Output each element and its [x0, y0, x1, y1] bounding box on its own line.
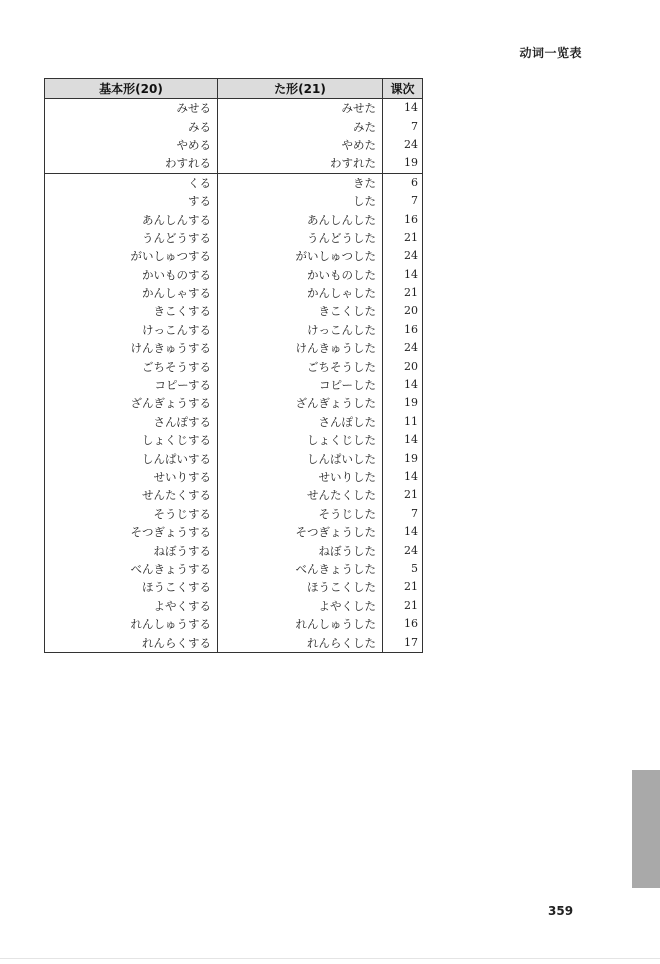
base-form-cell: ほうこくする	[45, 578, 218, 596]
lesson-cell: 7	[383, 117, 423, 135]
base-form-cell: せんたくする	[45, 486, 218, 504]
lesson-cell: 14	[383, 376, 423, 394]
ta-form-cell: ねぼうした	[218, 541, 383, 559]
header-base-form: 基本形(20)	[45, 79, 218, 99]
lesson-cell: 14	[383, 468, 423, 486]
base-form-cell: する	[45, 192, 218, 210]
base-form-cell: くる	[45, 173, 218, 192]
base-form-cell: れんらくする	[45, 633, 218, 652]
table-row	[45, 247, 423, 265]
ta-form-cell: さんぽした	[218, 413, 383, 431]
base-form-cell: しんぱいする	[45, 449, 218, 467]
base-form-cell: うんどうする	[45, 229, 218, 247]
lesson-cell: 14	[383, 431, 423, 449]
table-row	[45, 615, 423, 633]
ta-form-cell: けんきゅうした	[218, 339, 383, 357]
lesson-cell: 19	[383, 154, 423, 173]
table-row	[45, 578, 423, 596]
table-row	[45, 266, 423, 284]
table-row	[45, 321, 423, 339]
lesson-cell: 11	[383, 413, 423, 431]
ta-form-cell: れんらくした	[218, 633, 383, 652]
ta-form-cell: れんしゅうした	[218, 615, 383, 633]
ta-form-cell: べんきょうした	[218, 560, 383, 578]
table-row	[45, 229, 423, 247]
base-form-cell: あんしんする	[45, 210, 218, 228]
ta-form-cell: あんしんした	[218, 210, 383, 228]
base-form-cell: ざんぎょうする	[45, 394, 218, 412]
page-number: 359	[548, 904, 574, 918]
table-row	[45, 154, 423, 173]
table-row	[45, 449, 423, 467]
ta-form-cell: ごちそうした	[218, 357, 383, 375]
base-form-cell: れんしゅうする	[45, 615, 218, 633]
lesson-cell: 20	[383, 302, 423, 320]
table-row	[45, 431, 423, 449]
base-form-cell: きこくする	[45, 302, 218, 320]
ta-form-cell: しょくじした	[218, 431, 383, 449]
ta-form-cell: きこくした	[218, 302, 383, 320]
ta-form-cell: そうじした	[218, 505, 383, 523]
ta-form-cell: わすれた	[218, 154, 383, 173]
base-form-cell: けっこんする	[45, 321, 218, 339]
base-form-cell: べんきょうする	[45, 560, 218, 578]
base-form-cell: けんきゅうする	[45, 339, 218, 357]
lesson-cell: 24	[383, 247, 423, 265]
ta-form-cell: かんしゃした	[218, 284, 383, 302]
table-row	[45, 413, 423, 431]
lesson-cell: 16	[383, 615, 423, 633]
ta-form-cell: そつぎょうした	[218, 523, 383, 541]
table-body	[45, 99, 423, 653]
base-form-cell: せいりする	[45, 468, 218, 486]
base-form-cell: みせる	[45, 99, 218, 118]
lesson-cell: 21	[383, 486, 423, 504]
lesson-cell: 14	[383, 99, 423, 118]
table-row	[45, 560, 423, 578]
ta-form-cell: よやくした	[218, 597, 383, 615]
ta-form-cell: せいりした	[218, 468, 383, 486]
table-header-row	[45, 79, 423, 99]
table-row	[45, 486, 423, 504]
base-form-cell: コピーする	[45, 376, 218, 394]
chapter-thumb-tab	[632, 770, 660, 888]
table-row	[45, 284, 423, 302]
table-row	[45, 597, 423, 615]
table-row	[45, 505, 423, 523]
table-row	[45, 136, 423, 154]
base-form-cell: かんしゃする	[45, 284, 218, 302]
verb-table	[44, 78, 423, 653]
ta-form-cell: コピーした	[218, 376, 383, 394]
table-row	[45, 357, 423, 375]
ta-form-cell: みせた	[218, 99, 383, 118]
table-row	[45, 339, 423, 357]
ta-form-cell: ほうこくした	[218, 578, 383, 596]
lesson-cell: 5	[383, 560, 423, 578]
lesson-cell: 21	[383, 597, 423, 615]
ta-form-cell: せんたくした	[218, 486, 383, 504]
table-row	[45, 99, 423, 118]
running-head: 动词一览表	[519, 46, 582, 60]
ta-form-cell: がいしゅつした	[218, 247, 383, 265]
base-form-cell: わすれる	[45, 154, 218, 173]
base-form-cell: かいものする	[45, 266, 218, 284]
ta-form-cell: みた	[218, 117, 383, 135]
bottom-rule	[0, 958, 660, 959]
ta-form-cell: きた	[218, 173, 383, 192]
table-row	[45, 302, 423, 320]
table-row	[45, 633, 423, 652]
lesson-cell: 17	[383, 633, 423, 652]
base-form-cell: そうじする	[45, 505, 218, 523]
ta-form-cell: ざんぎょうした	[218, 394, 383, 412]
table-row	[45, 376, 423, 394]
lesson-cell: 24	[383, 541, 423, 559]
lesson-cell: 6	[383, 173, 423, 192]
table-row	[45, 192, 423, 210]
ta-form-cell: けっこんした	[218, 321, 383, 339]
lesson-cell: 21	[383, 578, 423, 596]
base-form-cell: よやくする	[45, 597, 218, 615]
header-ta-form: た形(21)	[218, 79, 383, 99]
base-form-cell: しょくじする	[45, 431, 218, 449]
lesson-cell: 20	[383, 357, 423, 375]
lesson-cell: 14	[383, 266, 423, 284]
ta-form-cell: しんぱいした	[218, 449, 383, 467]
table-row	[45, 468, 423, 486]
lesson-cell: 16	[383, 321, 423, 339]
lesson-cell: 16	[383, 210, 423, 228]
table-row	[45, 541, 423, 559]
base-form-cell: そつぎょうする	[45, 523, 218, 541]
lesson-cell: 7	[383, 192, 423, 210]
lesson-cell: 19	[383, 394, 423, 412]
base-form-cell: やめる	[45, 136, 218, 154]
ta-form-cell: うんどうした	[218, 229, 383, 247]
lesson-cell: 7	[383, 505, 423, 523]
base-form-cell: がいしゅつする	[45, 247, 218, 265]
base-form-cell: みる	[45, 117, 218, 135]
header-lesson: 课次	[383, 79, 423, 99]
table-row	[45, 117, 423, 135]
lesson-cell: 19	[383, 449, 423, 467]
lesson-cell: 14	[383, 523, 423, 541]
table-row	[45, 210, 423, 228]
ta-form-cell: やめた	[218, 136, 383, 154]
table-row	[45, 523, 423, 541]
ta-form-cell: かいものした	[218, 266, 383, 284]
base-form-cell: ねぼうする	[45, 541, 218, 559]
table-row	[45, 394, 423, 412]
base-form-cell: さんぽする	[45, 413, 218, 431]
lesson-cell: 21	[383, 284, 423, 302]
lesson-cell: 24	[383, 339, 423, 357]
table-row	[45, 173, 423, 192]
ta-form-cell: した	[218, 192, 383, 210]
lesson-cell: 24	[383, 136, 423, 154]
lesson-cell: 21	[383, 229, 423, 247]
base-form-cell: ごちそうする	[45, 357, 218, 375]
